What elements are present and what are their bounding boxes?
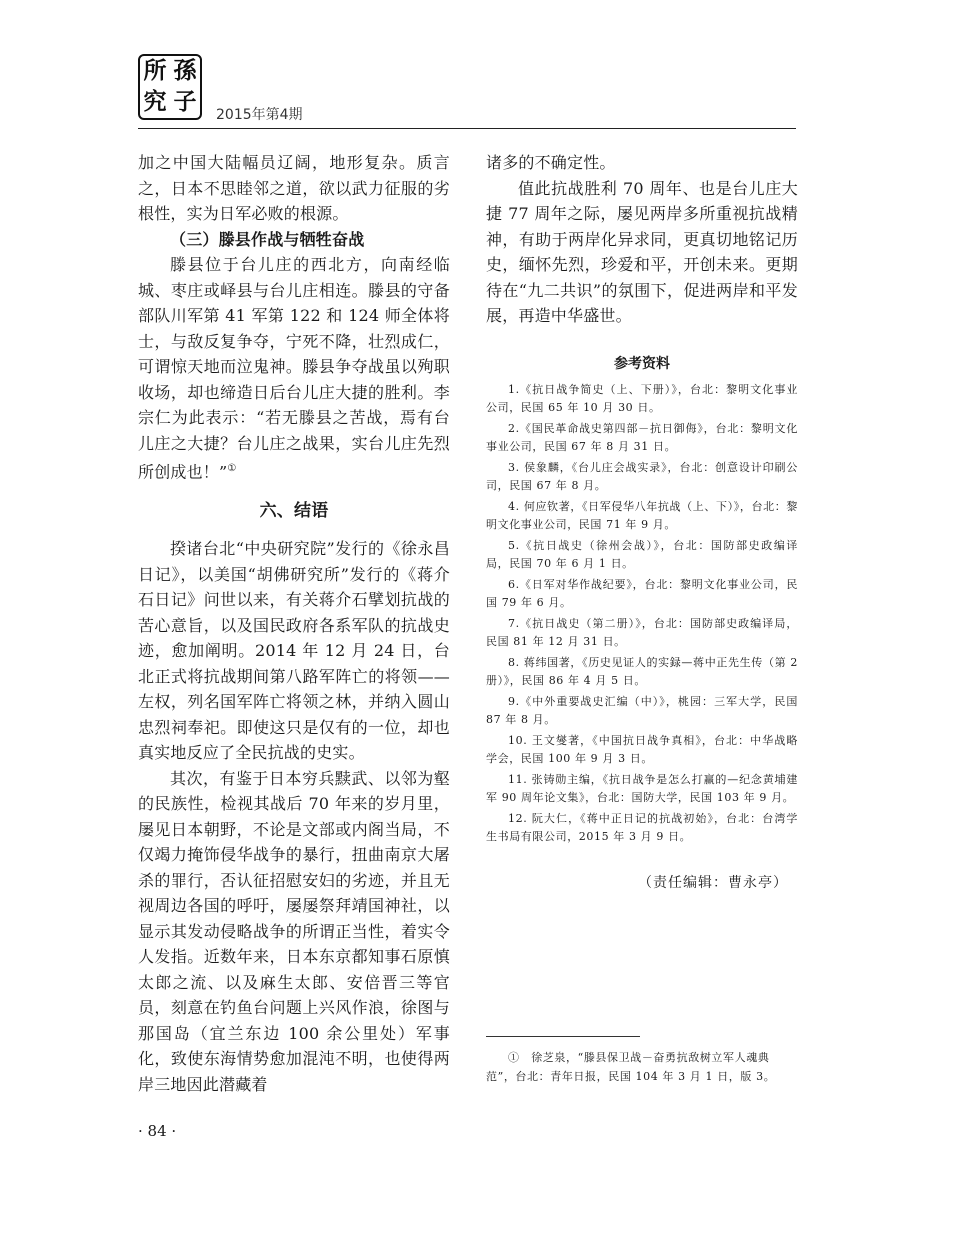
responsible-editor: （责任编辑：曹永亭） bbox=[638, 874, 788, 891]
logo-char: 所 bbox=[143, 57, 167, 84]
reference-item: 6.《日军对华作战纪要》，台北：黎明文化事业公司，民国 79 年 6 月。 bbox=[486, 577, 798, 609]
footnote: ① 徐芝泉，“滕县保卫战－奋勇抗敌树立军人魂典范”，台北：青年日报，民国 104 年 3 月 1 日，版 3。 bbox=[486, 1051, 776, 1083]
reference-item: 7.《抗日战史（第二册）》，台北：国防部史政编译局，民国 81 年 12 月 31 日。 bbox=[486, 616, 798, 648]
reference-item: 1.《抗日战争简史（上、下册）》，台北：黎明文化事业公司，民国 65 年 10 月 30 日。 bbox=[486, 382, 798, 414]
reference-item: 11. 张铸勋主编，《抗日战争是怎么打赢的—纪念黄埔建军 90 周年论文集》，台北：国防大学，民国 103 年 9 月。 bbox=[486, 772, 798, 804]
left-column bbox=[138, 150, 450, 1097]
reference-item: 2.《国民革命战史第四部－抗日御侮》，台北：黎明文化事业公司，民国 67 年 8 月 31 日。 bbox=[486, 421, 798, 453]
header-rule bbox=[138, 128, 796, 129]
paragraph: 值此抗战胜利 70 周年、也是台儿庄大捷 77 周年之际，屡见两岸多所重视抗战精神，有助于两岸化异求同，更真切地铭记历史，缅怀先烈，珍爱和平，开创未来。更期待在“九二共识”的氛围下，促进两岸和平发展，再造中华盛世。 bbox=[486, 178, 798, 325]
right-column bbox=[486, 150, 798, 892]
reference-item: 8. 蒋纬国著，《历史见证人的实録—蒋中正先生传（第 2 册）》，民国 86 年 4 月 5 日。 bbox=[486, 655, 798, 687]
paragraph: 揆诸台北“中央研究院”发行的《徐永昌日记》，以美国“胡佛研究所”发行的《蒋介石日记》问世以来，有关蒋介石擘划抗战的苦心意旨，以及国民政府各系军队的抗战史迹，愈加阐明。2014 年 12 月 24 日，台北正式将抗战期间第八路军阵亡的将领——左权，列名国军阵亡将领之林，并纳入圆山忠烈祠奉祀。即使这只是仅有的一位，却也真实地反应了全民抗战的史实。 bbox=[138, 539, 450, 763]
journal-logo bbox=[138, 54, 202, 120]
logo-char: 孫 bbox=[173, 57, 197, 84]
subsection-heading: （三）滕县作战与牺牲奋战 bbox=[170, 229, 365, 249]
footnote-marker: ① bbox=[227, 463, 237, 474]
page-number: · 84 · bbox=[138, 1122, 177, 1140]
paragraph-text: 滕县位于台儿庄的西北方，向南经临城、枣庄或峄县与台儿庄相连。滕县的守备部队川军第 41 军第 122 和 124 师全体将士，与敌反复争夺，宁死不降，壮烈成仁，可谓惊天地而泣鬼神。滕县争夺战虽以殉职收场，却也缔造日后台儿庄大捷的胜利。李宗仁为此表示：“若无滕县之苦战，焉有台儿庄之大捷？台儿庄之战果，实台儿庄先烈所创成也！” bbox=[138, 255, 450, 482]
reference-item: 5.《抗日战史（徐州会战）》，台北：国防部史政编译局，民国 70 年 6 月 1 日。 bbox=[486, 538, 798, 570]
paragraph: 诸多的不确定性。 bbox=[486, 153, 616, 172]
reference-item: 10. 王文燮著，《中国抗日战争真相》，台北：中华战略学会，民国 100 年 9 月 3 日。 bbox=[486, 733, 798, 765]
reference-item: 4. 何应钦著，《日军侵华八年抗战（上、下）》，台北：黎明文化事业公司，民国 71 年 9 月。 bbox=[486, 499, 798, 531]
footnote-rule bbox=[486, 1036, 640, 1037]
reference-item: 9.《中外重要战史汇编（中）》，桃园：三军大学，民国 87 年 8 月。 bbox=[486, 694, 798, 726]
logo-char: 究 bbox=[143, 88, 167, 115]
reference-item: 3. 侯象麟，《台儿庄会战实录》，台北：创意设计印刷公司，民国 67 年 8 月。 bbox=[486, 460, 798, 492]
references-title: 参考资料 bbox=[614, 355, 670, 372]
paragraph: 加之中国大陆幅员辽阔，地形复杂。质言之，日本不思睦邻之道，欲以武力征服的劣根性，实为日军必败的根源。 bbox=[138, 153, 450, 223]
reference-item: 12. 阮大仁，《蒋中正日记的抗战初始》，台北：台湾学生书局有限公司，2015 年 3 月 9 日。 bbox=[486, 811, 798, 843]
paragraph: 其次，有鉴于日本穷兵黩武、以邻为壑的民族性，检视其战后 70 年来的岁月里，屡见日本朝野，不论是文部或内阁当局，不仅竭力掩饰侵华战争的暴行，扭曲南京大屠杀的罪行，否认征招慰安妇的劣迹，并且无视周边各国的呼吁，屡屡祭拜靖国神社，以显示其发动侵略战争的所谓正当性，着实令人发指。近数年来，日本东京都知事石原慎太郎之流、以及麻生太郎、安倍晋三等官员，刻意在钓鱼台问题上兴风作浪，徐图与那国岛（宜兰东边 100 余公里处）军事化，致使东海情势愈加混沌不明，也使得两岸三地因此潜藏着 bbox=[138, 768, 450, 1094]
page-header bbox=[138, 48, 798, 134]
references-list bbox=[486, 381, 798, 846]
issue-label: 2015年第4期 bbox=[216, 107, 303, 123]
paragraph bbox=[138, 252, 450, 485]
section-heading: 六、结语 bbox=[259, 500, 329, 521]
logo-char: 子 bbox=[173, 88, 197, 115]
